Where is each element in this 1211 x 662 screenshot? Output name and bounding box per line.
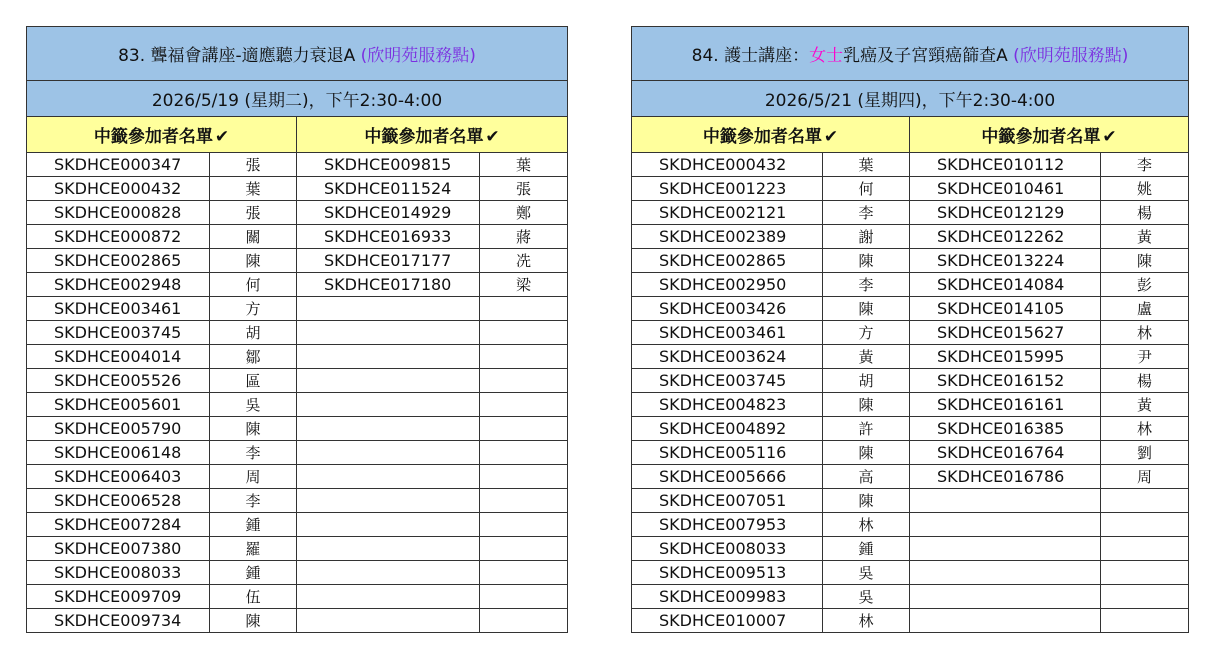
participant-code-right: SKDHCE010461 [910,177,1101,201]
participant-surname-right: 姚 [1101,177,1189,201]
participant-code-left: SKDHCE009983 [632,585,823,609]
participant-surname-right [480,393,568,417]
participant-code-right: SKDHCE017177 [297,249,480,273]
participant-code-right: SKDHCE010112 [910,153,1101,177]
participant-surname-left: 胡 [210,321,297,345]
participant-surname-right [480,345,568,369]
participant-surname-left: 李 [210,489,297,513]
table-row [27,441,568,465]
participant-surname-right: 葉 [480,153,568,177]
table-row [27,465,568,489]
participant-surname-right: 楊 [1101,201,1189,225]
lottery-table-83 [26,26,568,633]
participant-surname-left: 鍾 [823,537,910,561]
participant-code-right: SKDHCE016385 [910,417,1101,441]
participant-surname-right [1101,537,1189,561]
participant-surname-left: 陳 [823,441,910,465]
event-date-time: 2026/5/21 (星期四)，下午2:30-4:00 [632,81,1189,117]
participant-code-right [297,513,480,537]
participant-code-right [910,489,1101,513]
participant-surname-right: 林 [1101,321,1189,345]
participant-code-left: SKDHCE003426 [632,297,823,321]
event-location: (欣明苑服務點) [1013,46,1129,66]
participant-surname-left: 林 [823,609,910,633]
participant-surname-right [1101,585,1189,609]
participant-code-right [297,393,480,417]
participant-code-right: SKDHCE014105 [910,297,1101,321]
event-title-rest: 乳癌及子宮頸癌篩查A [843,46,1008,66]
participant-code-right: SKDHCE012262 [910,225,1101,249]
participant-code-right: SKDHCE015995 [910,345,1101,369]
table-row [27,177,568,201]
participant-code-right [297,489,480,513]
participant-surname-left: 陳 [823,297,910,321]
table-row [27,345,568,369]
participant-code-right [910,609,1101,633]
participant-code-left: SKDHCE006148 [27,441,210,465]
participant-code-left: SKDHCE008033 [27,561,210,585]
winner-list-label: 中籤參加者名單 [702,127,822,147]
participant-code-right [910,513,1101,537]
participant-surname-left: 張 [210,201,297,225]
participant-code-left: SKDHCE005790 [27,417,210,441]
table-row [632,321,1189,345]
participant-surname-left: 鍾 [210,513,297,537]
participant-code-left: SKDHCE002865 [27,249,210,273]
participant-surname-right: 張 [480,177,568,201]
table-row [632,537,1189,561]
participant-surname-left: 羅 [210,537,297,561]
participant-surname-right: 黃 [1101,225,1189,249]
participant-code-right: SKDHCE016161 [910,393,1101,417]
participant-surname-right: 蔣 [480,225,568,249]
participant-code-right: SKDHCE011524 [297,177,480,201]
table-row [632,273,1189,297]
participant-surname-right [480,465,568,489]
participant-surname-right [480,585,568,609]
winner-list-header-right [297,117,568,153]
participant-code-left: SKDHCE005601 [27,393,210,417]
participant-code-left: SKDHCE005116 [632,441,823,465]
participant-code-right: SKDHCE016764 [910,441,1101,465]
participant-code-right [297,345,480,369]
participant-surname-right: 梁 [480,273,568,297]
table-row [27,201,568,225]
participant-code-right [297,369,480,393]
participant-code-left: SKDHCE000828 [27,201,210,225]
table-row [632,225,1189,249]
table-row [632,585,1189,609]
table-row [27,297,568,321]
participant-surname-left: 關 [210,225,297,249]
participant-surname-right [480,297,568,321]
table-row [632,297,1189,321]
checkmark-icon: ✔ [214,127,230,147]
participant-surname-left: 張 [210,153,297,177]
table-row [27,561,568,585]
participant-surname-left: 林 [823,513,910,537]
participant-code-left: SKDHCE009513 [632,561,823,585]
participant-surname-right: 鄭 [480,201,568,225]
participant-code-left: SKDHCE007051 [632,489,823,513]
participant-code-left: SKDHCE007284 [27,513,210,537]
participant-surname-right [480,561,568,585]
participant-surname-right [480,369,568,393]
table-row [27,585,568,609]
participant-surname-left: 胡 [823,369,910,393]
participant-code-right: SKDHCE016786 [910,465,1101,489]
checkmark-icon: ✔ [485,127,500,147]
table-row [27,369,568,393]
participant-surname-left: 吳 [823,585,910,609]
participant-code-left: SKDHCE005666 [632,465,823,489]
participant-code-left: SKDHCE004014 [27,345,210,369]
table-row [632,153,1189,177]
participant-surname-left: 鄒 [210,345,297,369]
participant-code-right: SKDHCE014084 [910,273,1101,297]
winner-list-label: 中籤參加者名單 [93,127,213,147]
participant-code-left: SKDHCE010007 [632,609,823,633]
participant-surname-right: 彭 [1101,273,1189,297]
participant-code-left: SKDHCE000432 [27,177,210,201]
table-row [27,273,568,297]
participant-surname-left: 黃 [823,345,910,369]
table-row [632,393,1189,417]
participant-surname-left: 陳 [823,489,910,513]
event-title [632,27,1189,81]
checkmark-icon: ✔ [823,127,839,147]
participant-surname-right [480,513,568,537]
participant-surname-left: 陳 [823,249,910,273]
participant-code-left: SKDHCE001223 [632,177,823,201]
winner-list-label: 中籤參加者名單 [364,127,484,147]
participant-surname-left: 何 [210,273,297,297]
participant-code-right [297,537,480,561]
table-row [27,513,568,537]
participant-code-left: SKDHCE003745 [27,321,210,345]
participant-code-right [910,585,1101,609]
table-row [27,393,568,417]
participant-code-left: SKDHCE000347 [27,153,210,177]
winner-list-header-right [910,117,1189,153]
checkmark-icon: ✔ [1102,127,1117,147]
participant-code-left: SKDHCE007380 [27,537,210,561]
participant-code-left: SKDHCE008033 [632,537,823,561]
table-row [27,321,568,345]
participant-code-left: SKDHCE002865 [632,249,823,273]
event-title-main: 84. 護士講座： [691,46,810,66]
participant-surname-right: 黃 [1101,393,1189,417]
participant-surname-left: 葉 [210,177,297,201]
participant-code-left: SKDHCE002948 [27,273,210,297]
table-row [27,153,568,177]
table-row [632,249,1189,273]
participant-code-left: SKDHCE009734 [27,609,210,633]
participant-code-left: SKDHCE002389 [632,225,823,249]
participant-surname-right [480,441,568,465]
participant-surname-left: 伍 [210,585,297,609]
participant-code-right [297,417,480,441]
participant-surname-left: 吳 [823,561,910,585]
participant-code-right [297,585,480,609]
participant-code-left: SKDHCE003461 [27,297,210,321]
table-row [632,345,1189,369]
participant-surname-right: 尹 [1101,345,1189,369]
table-row [632,177,1189,201]
participant-surname-left: 李 [823,201,910,225]
table-row [632,465,1189,489]
participant-surname-left: 謝 [823,225,910,249]
table-row [632,513,1189,537]
participant-surname-right: 劉 [1101,441,1189,465]
participant-surname-right [480,537,568,561]
participant-code-right: SKDHCE015627 [910,321,1101,345]
participant-code-left: SKDHCE003745 [632,369,823,393]
winner-rows [632,153,1189,633]
participant-surname-left: 區 [210,369,297,393]
participant-code-right [297,465,480,489]
table-row [632,441,1189,465]
participant-code-left: SKDHCE006403 [27,465,210,489]
participant-code-left: SKDHCE005526 [27,369,210,393]
participant-surname-left: 方 [210,297,297,321]
participant-code-left: SKDHCE002121 [632,201,823,225]
participant-surname-left: 陳 [210,249,297,273]
participant-surname-left: 陳 [823,393,910,417]
participant-code-left: SKDHCE007953 [632,513,823,537]
participant-code-right [910,537,1101,561]
winner-list-label: 中籤參加者名單 [981,127,1101,147]
lottery-table-84 [631,26,1189,633]
participant-surname-left: 高 [823,465,910,489]
winner-list-header-left [632,117,910,153]
participant-surname-right: 冼 [480,249,568,273]
participant-surname-left: 李 [823,273,910,297]
participant-code-right: SKDHCE013224 [910,249,1101,273]
participant-code-right [297,609,480,633]
participant-code-right: SKDHCE016152 [910,369,1101,393]
table-row [632,417,1189,441]
winner-rows [27,153,568,633]
participant-code-left: SKDHCE000872 [27,225,210,249]
participant-surname-right [480,417,568,441]
table-row [632,489,1189,513]
participant-code-left: SKDHCE002950 [632,273,823,297]
event-location: (欣明苑服務點) [360,46,476,66]
participant-surname-left: 何 [823,177,910,201]
participant-code-left: SKDHCE000432 [632,153,823,177]
participant-surname-left: 周 [210,465,297,489]
table-row [632,201,1189,225]
participant-code-right [297,561,480,585]
participant-code-right [297,297,480,321]
participant-code-left: SKDHCE004823 [632,393,823,417]
participant-code-right: SKDHCE017180 [297,273,480,297]
winner-list-header-left [27,117,297,153]
participant-code-right: SKDHCE014929 [297,201,480,225]
event-title [27,27,568,81]
table-row [632,369,1189,393]
event-title-main: 83. 聾福會講座-適應聽力衰退A [118,46,356,66]
participant-surname-right [1101,609,1189,633]
table-row [27,537,568,561]
table-row [27,225,568,249]
participant-surname-right: 林 [1101,417,1189,441]
participant-code-right [297,321,480,345]
table-row [632,609,1189,633]
participant-code-left: SKDHCE009709 [27,585,210,609]
participant-code-left: SKDHCE004892 [632,417,823,441]
participant-surname-left: 許 [823,417,910,441]
participant-surname-right: 李 [1101,153,1189,177]
table-row [27,417,568,441]
participant-surname-left: 葉 [823,153,910,177]
participant-surname-right [480,321,568,345]
participant-surname-right: 陳 [1101,249,1189,273]
participant-surname-left: 陳 [210,417,297,441]
event-title-highlight: 女士 [809,46,844,66]
participant-surname-right [480,489,568,513]
participant-code-right: SKDHCE009815 [297,153,480,177]
participant-surname-right: 周 [1101,465,1189,489]
table-row [632,561,1189,585]
participant-surname-right [1101,489,1189,513]
participant-surname-right [1101,513,1189,537]
participant-surname-left: 方 [823,321,910,345]
participant-surname-left: 吳 [210,393,297,417]
participant-code-right [297,441,480,465]
table-row [27,249,568,273]
participant-surname-right: 盧 [1101,297,1189,321]
participant-surname-right: 楊 [1101,369,1189,393]
participant-surname-right [1101,561,1189,585]
participant-code-right: SKDHCE012129 [910,201,1101,225]
event-date-time: 2026/5/19 (星期二)，下午2:30-4:00 [27,81,568,117]
participant-surname-left: 陳 [210,609,297,633]
participant-code-right: SKDHCE016933 [297,225,480,249]
participant-surname-right [480,609,568,633]
table-row [27,489,568,513]
participant-code-left: SKDHCE006528 [27,489,210,513]
participant-surname-left: 鍾 [210,561,297,585]
participant-surname-left: 李 [210,441,297,465]
table-row [27,609,568,633]
participant-code-right [910,561,1101,585]
participant-code-left: SKDHCE003461 [632,321,823,345]
participant-code-left: SKDHCE003624 [632,345,823,369]
